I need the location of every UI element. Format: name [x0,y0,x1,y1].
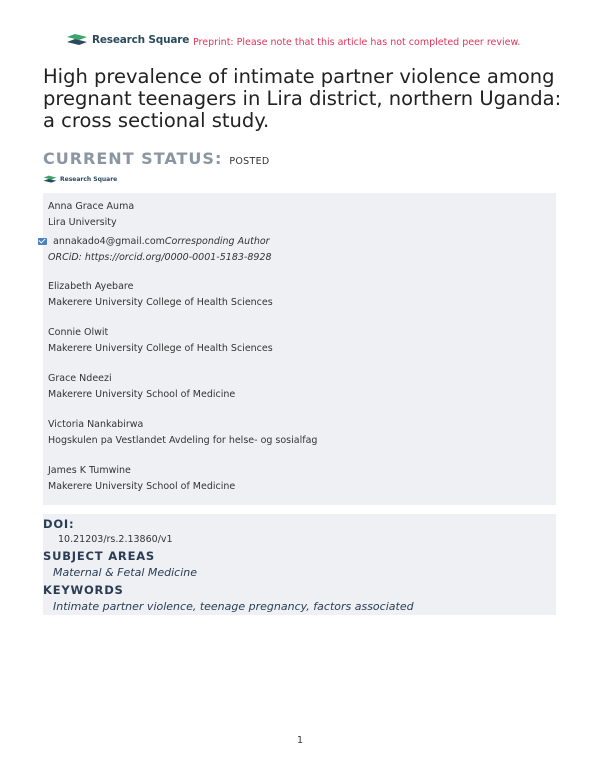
author-affiliation: Hogskulen pa Vestlandet Avdeling for helse- og sosialfag [48,434,318,446]
status-value: POSTED [229,156,270,167]
current-status [43,149,270,168]
author-email-line [38,234,272,250]
envelope-icon [38,238,47,245]
author-name: Victoria Nankabirwa [48,419,144,430]
page-header [66,33,546,53]
authors-panel [43,193,556,505]
author-block [48,371,235,402]
author-name: Connie Olwit [48,327,109,338]
author-name: Grace Ndeezi [48,373,112,384]
author-email[interactable]: annakado4@gmail.com [53,236,165,247]
article-metadata-panel [43,514,556,615]
author-block [48,325,273,356]
author-block [48,463,235,494]
author-block [48,199,272,265]
author-orcid[interactable]: ORCiD: https://orcid.org/0000-0001-5183-8928 [48,251,272,263]
author-affiliation: Makerere University College of Health Sciences [48,342,273,354]
keywords-value: Intimate partner violence, teenage pregnancy, factors associated [53,600,414,613]
article-title: High prevalence of intimate partner violence among pregnant teenagers in Lira district, northern Uganda: a cross sectional study. [43,65,562,132]
subject-areas-label: SUBJECT AREAS [43,549,156,563]
page-number: 1 [296,735,304,746]
brand-name: Research Square [92,34,190,46]
subject-areas-value[interactable]: Maternal & Fetal Medicine [53,566,198,579]
keywords-label: KEYWORDS [43,583,124,597]
research-square-logo[interactable] [66,33,189,47]
small-brand-name: Research Square [60,176,118,183]
author-name: Elizabeth Ayebare [48,281,134,292]
doi-label: DOI: [43,517,75,531]
author-block [48,279,273,310]
research-square-logo-icon [66,33,88,47]
preprint-notice: Preprint: Please note that this article has not completed peer review. [193,37,521,48]
author-affiliation: Makerere University School of Medicine [48,388,236,400]
author-name: James K Tumwine [48,465,131,476]
author-affiliation: Makerere University School of Medicine [48,480,236,492]
corresponding-author-label: Corresponding Author [164,236,270,247]
status-label: CURRENT STATUS: [43,149,223,168]
small-research-square-logo [43,175,117,184]
author-affiliation: Makerere University College of Health Sciences [48,296,273,308]
author-block [48,417,317,448]
author-affiliation: Lira University [48,216,117,228]
small-logo-icon [43,175,57,184]
author-name: Anna Grace Auma [48,201,135,212]
doi-value[interactable]: 10.21203/rs.2.13860/v1 [58,534,173,545]
